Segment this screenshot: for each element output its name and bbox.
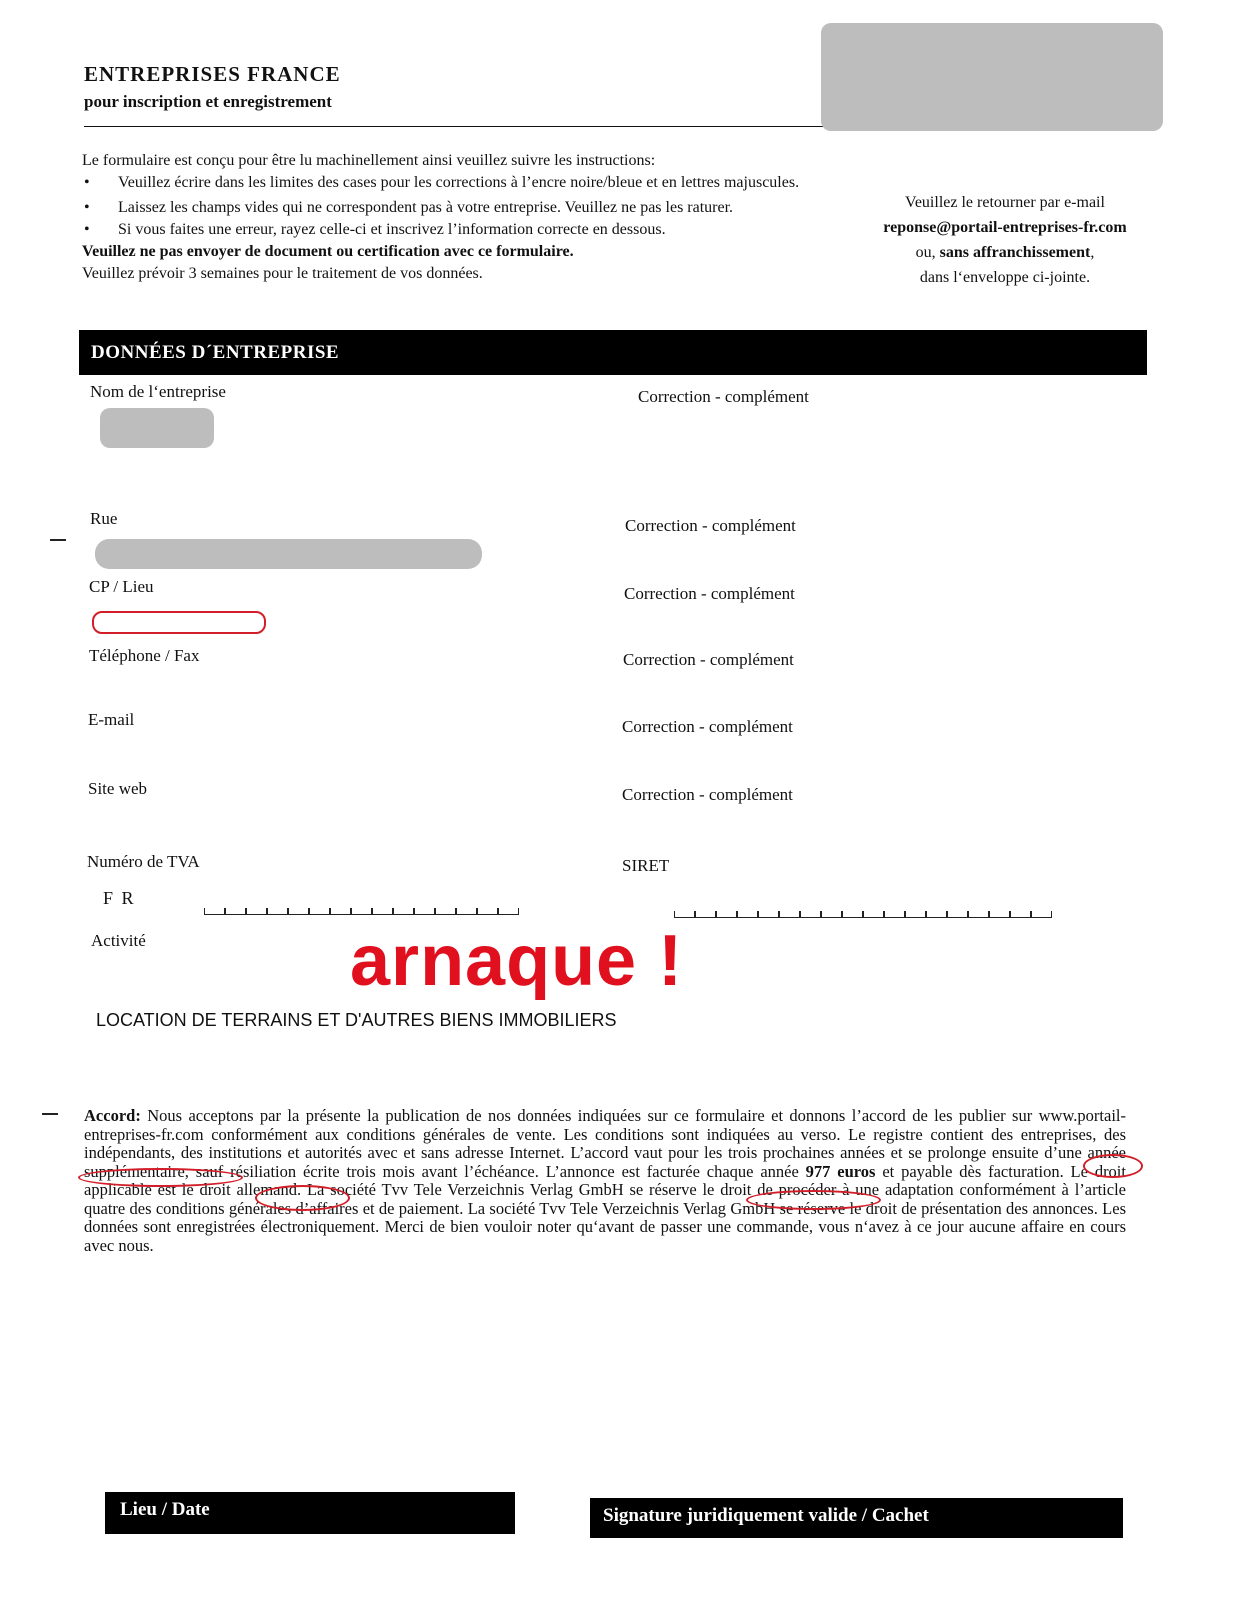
signature-box xyxy=(590,1498,1123,1538)
char-box[interactable] xyxy=(779,911,800,918)
char-box[interactable] xyxy=(716,911,737,918)
section-header: DONNÉES D´ENTREPRISE xyxy=(79,330,1147,375)
phone-fax-label: Téléphone / Fax xyxy=(89,646,200,665)
vat-char-boxes xyxy=(204,908,519,915)
char-box[interactable] xyxy=(926,911,947,918)
siret-char-boxes xyxy=(674,911,1052,918)
instruction-item: • Veuillez écrire dans les limites des cases pour les corrections à l’encre noire/bleue et en lettres majuscules. xyxy=(82,172,852,194)
char-box[interactable] xyxy=(821,911,842,918)
red-highlight-oval xyxy=(255,1185,350,1211)
company-name-label: Nom de l‘entreprise xyxy=(90,382,226,401)
accord-price: 977 euros xyxy=(805,1161,876,1181)
instruction-item: • Laissez les champs vides qui ne correspondent pas à votre entreprise. Veuillez ne pas les raturer. xyxy=(82,197,852,219)
char-box[interactable] xyxy=(674,911,695,918)
vat-country-prefix: F R xyxy=(103,888,136,908)
char-box[interactable] xyxy=(498,908,519,915)
margin-mark xyxy=(42,1113,58,1115)
char-box[interactable] xyxy=(989,911,1010,918)
activity-value: LOCATION DE TERRAINS ET D'AUTRES BIENS IMMOBILIERS xyxy=(96,1010,617,1030)
form-title: ENTREPRISES FRANCE xyxy=(84,62,341,86)
zip-city-label: CP / Lieu xyxy=(89,577,154,596)
return-suffix: , xyxy=(1090,244,1095,261)
char-box[interactable] xyxy=(330,908,351,915)
char-box[interactable] xyxy=(372,908,393,915)
redacted-block xyxy=(821,23,1163,131)
char-box[interactable] xyxy=(905,911,926,918)
correction-label: Correction - complément xyxy=(625,516,796,535)
accord-label: Accord: xyxy=(84,1106,141,1125)
redacted-company-name xyxy=(100,408,214,448)
red-highlight-oval xyxy=(92,611,266,634)
char-box[interactable] xyxy=(477,908,498,915)
instructions xyxy=(82,150,852,285)
char-box[interactable] xyxy=(267,908,288,915)
char-box[interactable] xyxy=(947,911,968,918)
vat-label: Numéro de TVA xyxy=(87,852,200,871)
instruction-item: • Si vous faites une erreur, rayez celle-ci et inscrivez l’information correcte en dessous. xyxy=(82,219,852,241)
char-box[interactable] xyxy=(393,908,414,915)
email-label: E-mail xyxy=(88,710,135,729)
instructions-warning: Veuillez ne pas envoyer de document ou certification avec ce formulaire. xyxy=(82,243,574,260)
correction-label: Correction - complément xyxy=(622,717,793,736)
place-date-box xyxy=(105,1492,515,1534)
char-box[interactable] xyxy=(1031,911,1052,918)
char-box[interactable] xyxy=(204,908,225,915)
return-line: Veuillez le retourner par e-mail xyxy=(905,194,1105,211)
instructions-list xyxy=(82,172,852,241)
red-highlight-oval xyxy=(78,1168,243,1187)
redacted-street xyxy=(95,539,482,569)
red-highlight-oval xyxy=(1083,1154,1143,1178)
return-line: dans l‘enveloppe ci-jointe. xyxy=(919,269,1091,286)
char-box[interactable] xyxy=(435,908,456,915)
website-label: Site web xyxy=(88,779,148,798)
instructions-delay: Veuillez prévoir 3 semaines pour le traitement de vos données. xyxy=(82,265,483,282)
char-box[interactable] xyxy=(456,908,477,915)
signature-label: Signature juridiquement valide / Cachet xyxy=(603,1505,929,1526)
char-box[interactable] xyxy=(884,911,905,918)
correction-label: Correction - complément xyxy=(623,650,794,669)
char-box[interactable] xyxy=(800,911,821,918)
char-box[interactable] xyxy=(414,908,435,915)
return-email: reponse@portail-entreprises-fr.com xyxy=(883,219,1127,236)
scam-annotation: arnaque ! xyxy=(350,921,684,1001)
activity-label: Activité xyxy=(91,931,146,950)
instructions-intro: Le formulaire est conçu pour être lu machinellement ainsi veuillez suivre les instructions: xyxy=(82,152,656,169)
char-box[interactable] xyxy=(863,911,884,918)
char-box[interactable] xyxy=(351,908,372,915)
header-rule xyxy=(84,126,824,127)
char-box[interactable] xyxy=(1010,911,1031,918)
char-box[interactable] xyxy=(695,911,716,918)
char-box[interactable] xyxy=(968,911,989,918)
street-label: Rue xyxy=(90,509,118,528)
char-box[interactable] xyxy=(737,911,758,918)
correction-label: Correction - complément xyxy=(624,584,795,603)
return-prefix: ou, xyxy=(915,244,940,261)
margin-mark xyxy=(50,539,66,541)
correction-label: Correction - complément xyxy=(638,387,809,406)
accord-paragraph xyxy=(84,1107,1126,1255)
return-info xyxy=(855,190,1155,290)
char-box[interactable] xyxy=(758,911,779,918)
siret-label: SIRET xyxy=(622,856,670,875)
accord-text: et payable dès facturation. Le droit applicable est le droit allemand. La société Tvv Tele Verzeichnis Verlag GmbH se réserve le droit de procéder à une adaptation conformément à l’article quatre des conditions générales d’affaires et de paiement. La société Tvv Tele Verzeichnis Verlag GmbH se réserve le droit de présentation des annonces. Les données sont enregistrées électroniquement. Merci de bien vouloir noter qu‘avant de passer une commande, vous n‘avez à ce jour aucune affaire en cours avec nous. xyxy=(84,1161,1126,1255)
return-line xyxy=(855,240,1155,265)
char-box[interactable] xyxy=(246,908,267,915)
red-highlight-oval xyxy=(746,1190,881,1210)
char-box[interactable] xyxy=(842,911,863,918)
form-subtitle: pour inscription et enregistrement xyxy=(84,92,332,111)
char-box[interactable] xyxy=(225,908,246,915)
place-date-label: Lieu / Date xyxy=(120,1499,210,1520)
correction-label: Correction - complément xyxy=(622,785,793,804)
accord-text: Nous acceptons par la présente la publication de nos données indiquées sur ce formulaire et donnons l’accord de les publier sur www.portail-entreprises-fr.com conformément aux conditions générales de vente. Les conditions sont indiquées au verso. Le registre contient des entreprises, des indépendants, des institutions et autorités avec et sans adresse Internet. L’accord vaut pour les trois prochaines années et se prolonge ensuite d’une année supplémentaire, sauf résiliation écrite trois mois avant l’échéance. L’annonce est facturée chaque année xyxy=(84,1106,1126,1181)
char-box[interactable] xyxy=(288,908,309,915)
return-bold: sans affranchissement xyxy=(939,244,1091,261)
char-box[interactable] xyxy=(309,908,330,915)
